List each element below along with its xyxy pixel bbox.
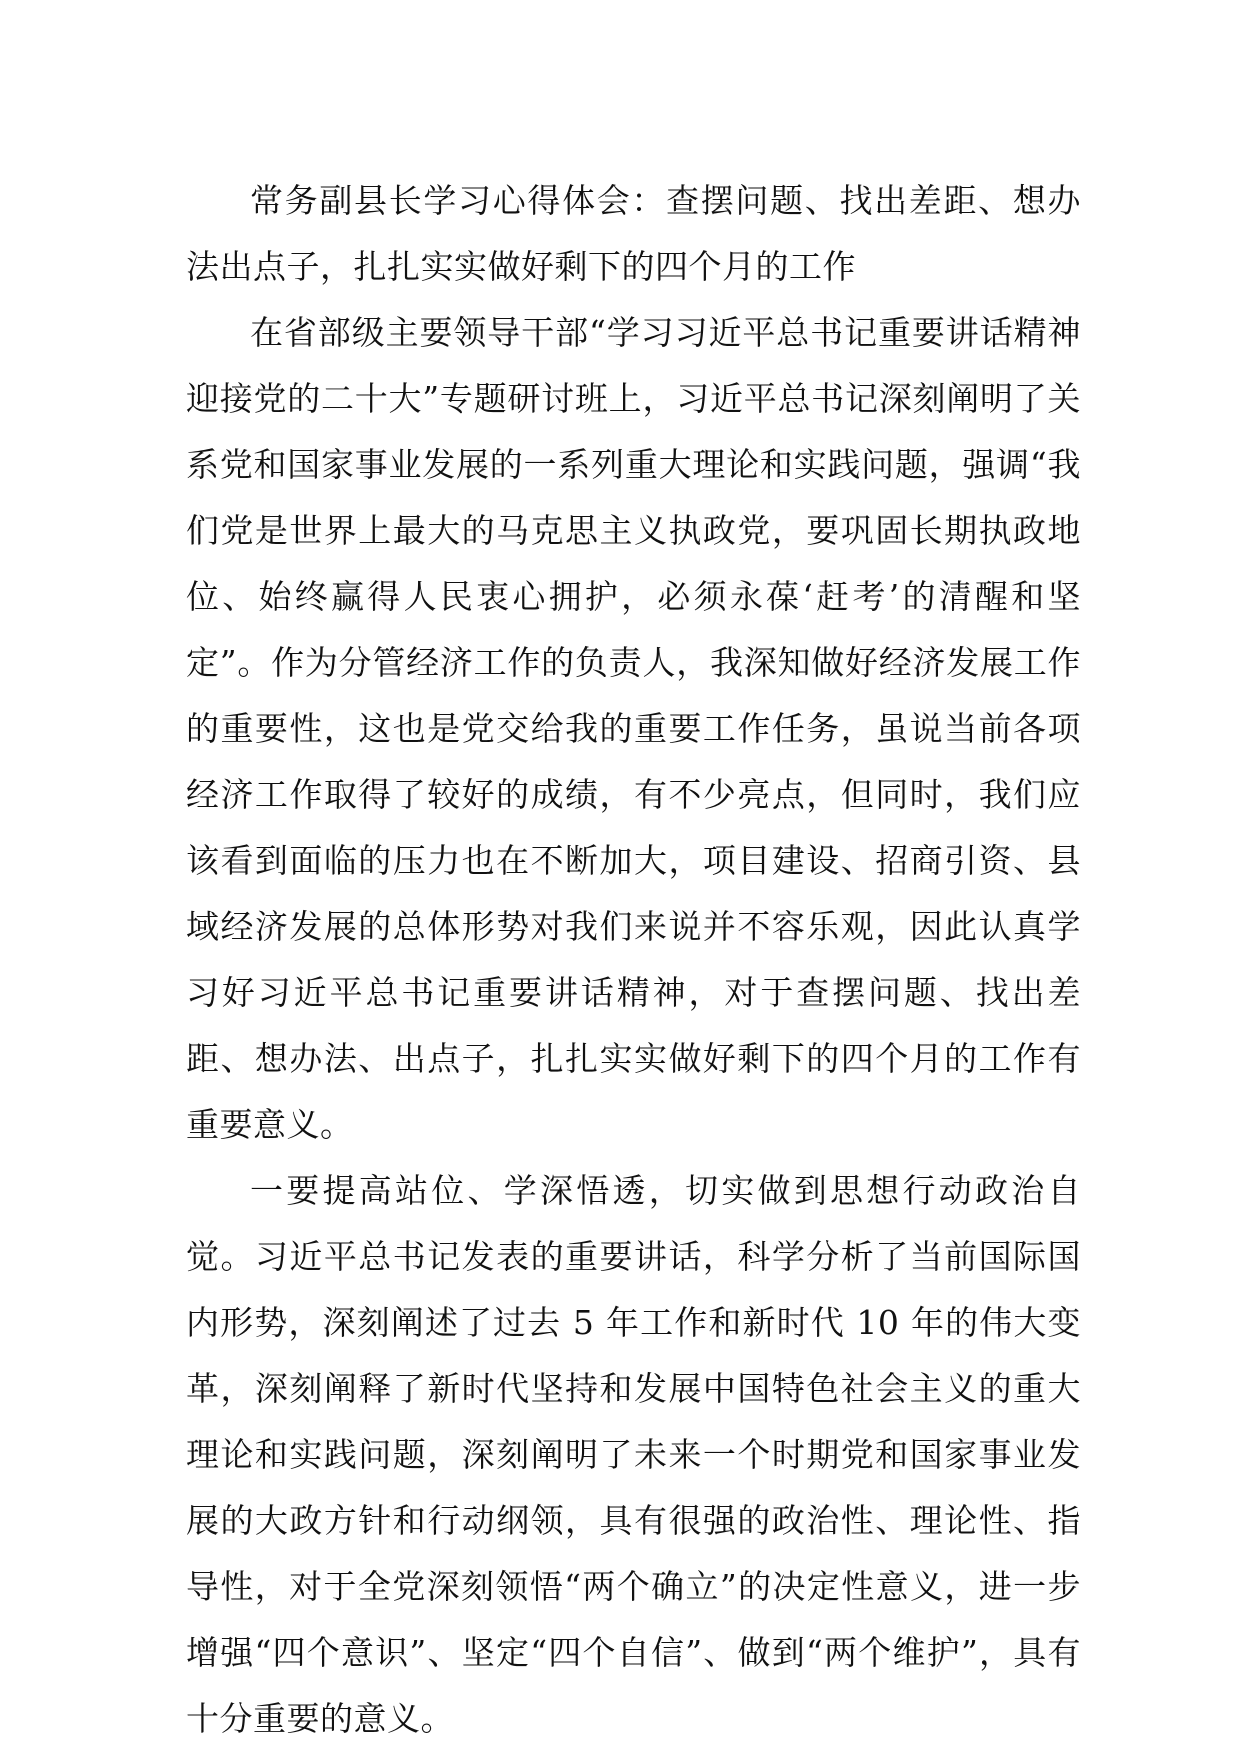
document-title: 常务副县长学习心得体会：查摆问题、找出差距、想办法出点子，扎扎实实做好剩下的四个月的工作 bbox=[186, 181, 1081, 286]
paragraph-2: 一要提高站位、学深悟透，切实做到思想行动政治自觉。习近平总书记发表的重要讲话，科学分析了当前国际国内形势，深刻阐述了过去 5 年工作和新时代 10 年的伟大变革，深刻阐释了新时代坚持和发展中国特色社会主义的重大理论和实践问题，深刻阐明了未来一个时期党和国家事业发展的大政方针和行动纲领，具有很强的政治性、理论性、指导性，对于全党深刻领悟“两个确立”的决定性意义，进一步增强“四个意识”、坚定“四个自信”、做到“两个维护”，具有十分重要的意义。 bbox=[186, 1171, 1081, 1738]
document-body bbox=[186, 168, 1081, 1752]
paragraph-1: 在省部级主要领导干部“学习习近平总书记重要讲话精神迎接党的二十大”专题研讨班上，习近平总书记深刻阐明了关系党和国家事业发展的一系列重大理论和实践问题，强调“我们党是世界上最大的马克思主义执政党，要巩固长期执政地位、始终赢得人民衷心拥护，必须永葆‘赶考’的清醒和坚定”。作为分管经济工作的负责人，我深知做好经济发展工作的重要性，这也是党交给我的重要工作任务，虽说当前各项经济工作取得了较好的成绩，有不少亮点，但同时，我们应该看到面临的压力也在不断加大，项目建设、招商引资、县域经济发展的总体形势对我们来说并不容乐观，因此认真学习好习近平总书记重要讲话精神，对于查摆问题、找出差距、想办法、出点子，扎扎实实做好剩下的四个月的工作有重要意义。 bbox=[186, 313, 1081, 1144]
